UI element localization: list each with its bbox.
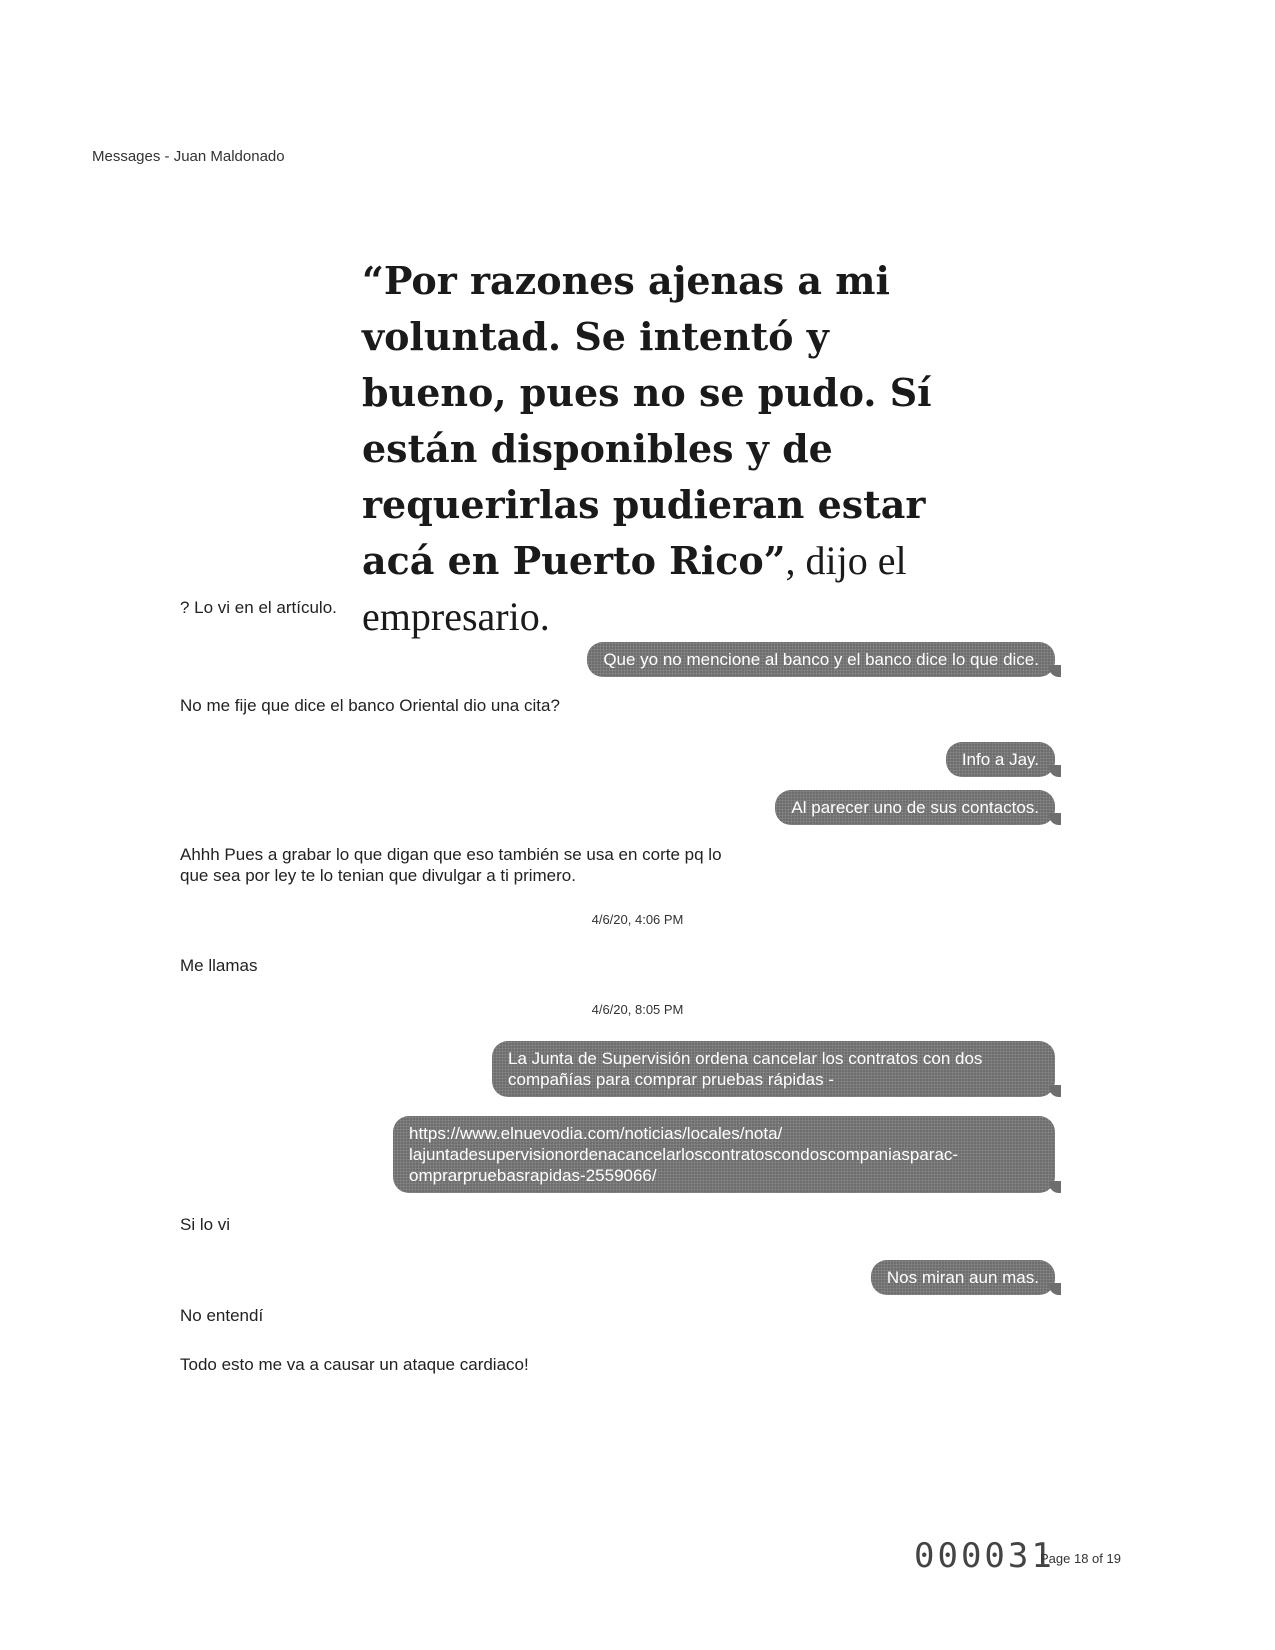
sent-message-bubble: Info a Jay. <box>946 742 1055 777</box>
message-line: https://www.elnuevodia.com/noticias/locales/nota/ <box>409 1124 783 1143</box>
received-message: No me fije que dice el banco Oriental dio una cita? <box>180 696 560 715</box>
message-line: La Junta de Supervisión ordena cancelar los contratos con dos <box>508 1049 983 1068</box>
timestamp: 4/6/20, 4:06 PM <box>591 912 684 927</box>
received-message: ? Lo vi en el artículo. <box>180 598 337 617</box>
sent-message-bubble: Al parecer uno de sus contactos. <box>775 790 1055 825</box>
quote-bold-text: “Por razones ajenas a mi voluntad. Se intentó y bueno, pues no se pudo. Sí están disponibles y de requerirlas pudieran estar acá en Puerto Rico” <box>362 258 932 583</box>
message-line: compañías para comprar pruebas rápidas - <box>508 1070 834 1089</box>
sent-link-bubble[interactable] <box>393 1116 1055 1193</box>
received-message: Todo esto me va a causar un ataque cardiaco! <box>180 1355 529 1374</box>
received-message: Si lo vi <box>180 1215 231 1234</box>
message-line: que sea por ley te lo tenian que divulgar a ti primero. <box>180 866 576 885</box>
message-line: lajuntadesupervisionordenacancelarloscontratoscondoscompaniasparac- <box>409 1145 959 1164</box>
quote-image <box>362 253 982 645</box>
sent-message-bubble: Que yo no mencione al banco y el banco dice lo que dice. <box>587 642 1055 677</box>
page-number: Page 18 of 19 <box>1040 1551 1121 1566</box>
quote-plain-text: , dijo el empresario. <box>362 538 907 639</box>
message-line: Ahhh Pues a grabar lo que digan que eso también se usa en corte pq lo <box>180 845 722 864</box>
message-line: omprarpruebasrapidas-2559066/ <box>409 1166 657 1185</box>
sent-message-bubble: Nos miran aun mas. <box>871 1260 1055 1295</box>
sent-message-bubble <box>492 1041 1055 1097</box>
received-message <box>180 844 722 886</box>
bates-number: 000031 <box>914 1536 1055 1576</box>
document-header: Messages - Juan Maldonado <box>92 148 285 165</box>
received-message: Me llamas <box>180 956 258 975</box>
received-message: No entendí <box>180 1306 264 1325</box>
timestamp: 4/6/20, 8:05 PM <box>591 1002 684 1017</box>
